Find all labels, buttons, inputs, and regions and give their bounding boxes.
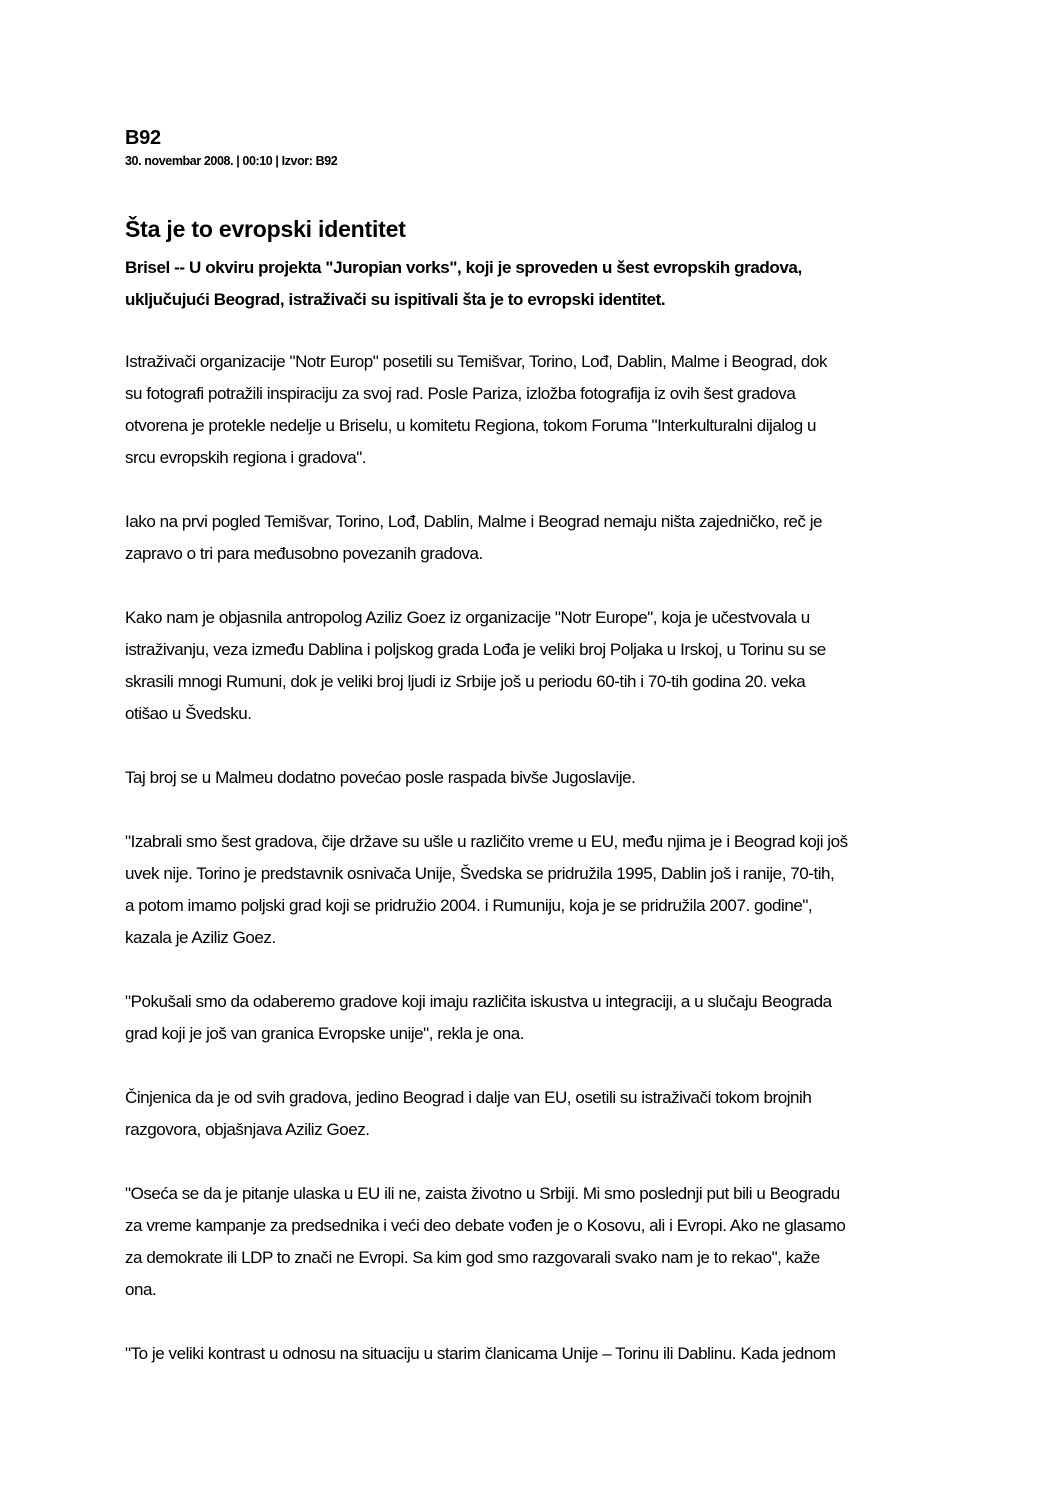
paragraph-line: Taj broj se u Malmeu dodatno povećao posle raspada bivše Jugoslavije. bbox=[125, 768, 636, 787]
paragraph-line: Kako nam je objasnila antropolog Aziliz Goez iz organizacije "Notr Europe", koja je učestvovala u bbox=[125, 608, 810, 627]
paragraph-line: Činjenica da je od svih gradova, jedino Beograd i dalje van EU, osetili su istraživači tokom brojnih bbox=[125, 1088, 812, 1107]
paragraph-line: zapravo o tri para međusobno povezanih gradova. bbox=[125, 544, 483, 563]
article-meta: 30. novembar 2008. | 00:10 | Izvor: B92 bbox=[125, 154, 338, 168]
paragraph-line: za demokrate ili LDP to znači ne Evropi. Sa kim god smo razgovarali svako nam je to rekao", kaže bbox=[125, 1248, 820, 1267]
paragraph bbox=[125, 828, 848, 956]
article-body bbox=[125, 348, 848, 1404]
paragraph-line: a potom imamo poljski grad koji se pridružio 2004. i Rumuniju, koja je se pridružila 2007. godine", bbox=[125, 896, 813, 915]
paragraph-line: skrasili mnogi Rumuni, dok je veliki broj ljudi iz Srbije još u periodu 60-tih i 70-tih godina 20. veka bbox=[125, 672, 806, 691]
lead-line: uključujući Beograd, istraživači su ispitivali šta je to evropski identitet. bbox=[125, 290, 666, 309]
article-title: Šta je to evropski identitet bbox=[125, 216, 406, 242]
paragraph bbox=[125, 1180, 848, 1308]
paragraph-line: Istraživači organizacije "Notr Europ" posetili su Temišvar, Torino, Lođ, Dablin, Malme i Beograd, dok bbox=[125, 352, 828, 371]
paragraph-line: su fotografi potražili inspiraciju za svoj rad. Posle Pariza, izložba fotografija iz ovih šest gradova bbox=[125, 384, 796, 403]
paragraph bbox=[125, 1340, 848, 1372]
paragraph-line: razgovora, objašnjava Aziliz Goez. bbox=[125, 1120, 370, 1139]
paragraph-line: srcu evropskih regiona i gradova". bbox=[125, 448, 367, 467]
paragraph bbox=[125, 604, 848, 732]
paragraph bbox=[125, 508, 848, 572]
article-lead bbox=[125, 254, 802, 318]
paragraph-line: "Pokušali smo da odaberemo gradove koji imaju različita iskustva u integraciji, a u slučaju Beograda bbox=[125, 992, 832, 1011]
paragraph-line: za vreme kampanje za predsednika i veći deo debate vođen je o Kosovu, ali i Evropi. Ako ne glasamo bbox=[125, 1216, 846, 1235]
paragraph-line: "To je veliki kontrast u odnosu na situaciju u starim članicama Unije – Torinu ili Dablinu. Kada jednom bbox=[125, 1344, 836, 1363]
source-name: B92 bbox=[125, 127, 161, 149]
paragraph-line: istraživanju, veza između Dablina i poljskog grada Lođa je veliki broj Poljaka u Irskoj, u Torinu su se bbox=[125, 640, 826, 659]
paragraph-line: otvorena je protekle nedelje u Briselu, u komitetu Regiona, tokom Foruma "Interkulturalni dijalog u bbox=[125, 416, 816, 435]
paragraph-line: Iako na prvi pogled Temišvar, Torino, Lođ, Dablin, Malme i Beograd nemaju ništa zajedničko, reč je bbox=[125, 512, 823, 531]
paragraph bbox=[125, 764, 848, 796]
paragraph bbox=[125, 988, 848, 1052]
paragraph-line: "Izabrali smo šest gradova, čije države su ušle u različito vreme u EU, među njima je i Beograd koji još bbox=[125, 832, 848, 851]
paragraph-line: otišao u Švedsku. bbox=[125, 704, 252, 723]
paragraph-line: kazala je Aziliz Goez. bbox=[125, 928, 276, 947]
paragraph bbox=[125, 348, 848, 476]
lead-line: Brisel -- U okviru projekta "Juropian vorks", koji je sproveden u šest evropskih gradova, bbox=[125, 258, 802, 277]
paragraph-line: ona. bbox=[125, 1280, 157, 1299]
paragraph-line: grad koji je još van granica Evropske unije", rekla je ona. bbox=[125, 1024, 525, 1043]
paragraph-line: "Oseća se da je pitanje ulaska u EU ili ne, zaista životno u Srbiji. Mi smo poslednji put bili u Beogradu bbox=[125, 1184, 840, 1203]
paragraph-line: uvek nije. Torino je predstavnik osnivača Unije, Švedska se pridružila 1995, Dablin još i ranije, 70-tih, bbox=[125, 864, 835, 883]
paragraph bbox=[125, 1084, 848, 1148]
